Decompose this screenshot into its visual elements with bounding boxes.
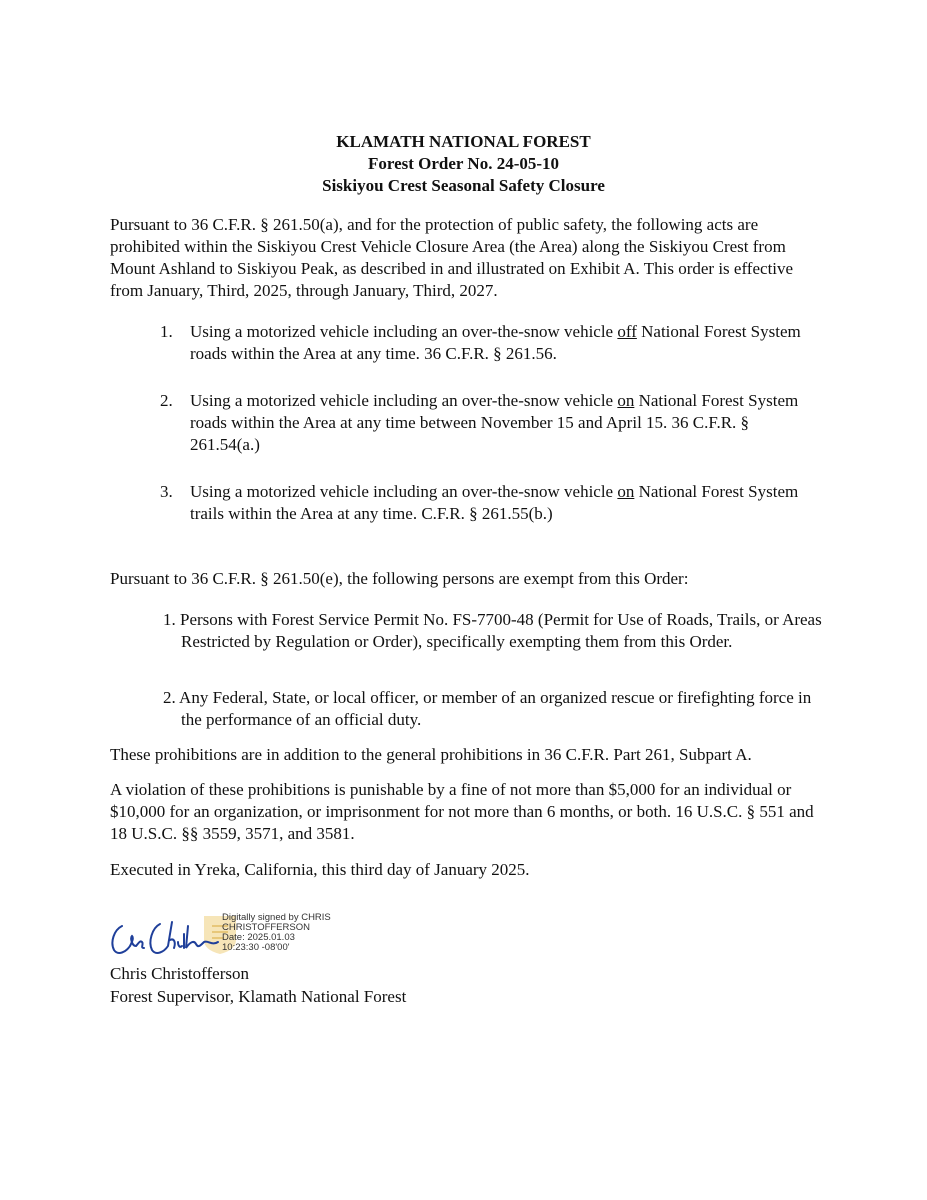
document-header bbox=[0, 131, 927, 197]
prohibition-keyword: on bbox=[617, 391, 635, 410]
prohibition-text: Using a motorized vehicle including an over-the-snow vehicle on National Forest System roads within the Area at any time between November 15 and April 15. 36 C.F.R. § 261.54(a.) bbox=[190, 391, 799, 454]
prohibition-number: 2. bbox=[160, 391, 173, 410]
digital-signature-line: Date: 2025.01.03 bbox=[222, 932, 295, 943]
digital-signature-line: CHRISTOFFERSON bbox=[222, 922, 310, 933]
executed-paragraph: Executed in Yreka, California, this third day of January 2025. bbox=[110, 860, 530, 879]
order-title: Siskiyou Crest Seasonal Safety Closure bbox=[322, 176, 605, 195]
exemption-intro: Pursuant to 36 C.F.R. § 261.50(e), the following persons are exempt from this Order: bbox=[110, 569, 689, 588]
prohibition-number: 1. bbox=[160, 322, 173, 341]
digital-signature-block bbox=[222, 913, 331, 953]
addition-paragraph: These prohibitions are in addition to the general prohibitions in 36 C.F.R. Part 261, Subpart A. bbox=[110, 745, 752, 764]
signer-title: Forest Supervisor, Klamath National Forest bbox=[110, 987, 407, 1006]
prohibition-item bbox=[160, 390, 820, 456]
prohibition-keyword: off bbox=[617, 322, 637, 341]
exemption-item: 1. Persons with Forest Service Permit No. FS-7700-48 (Permit for Use of Roads, Trails, or Areas Restricted by Regulation or Order), specifically exempting them from this Order. bbox=[163, 610, 822, 651]
agency-title: KLAMATH NATIONAL FOREST bbox=[336, 132, 591, 151]
prohibition-text: Using a motorized vehicle including an over-the-snow vehicle off National Forest System roads within the Area at any time. 36 C.F.R. § 261.56. bbox=[190, 322, 801, 363]
signer-name: Chris Christofferson bbox=[110, 964, 249, 983]
prohibition-number: 3. bbox=[160, 482, 173, 501]
prohibition-item bbox=[160, 321, 820, 365]
prohibition-item bbox=[160, 481, 820, 525]
prohibition-text: Using a motorized vehicle including an over-the-snow vehicle on National Forest System trails within the Area at any time. C.F.R. § 261.55(b.) bbox=[190, 482, 799, 523]
intro-paragraph: Pursuant to 36 C.F.R. § 261.50(a), and for the protection of public safety, the following acts are prohibited within the Siskiyou Crest Vehicle Closure Area (the Area) along the Siskiyou Crest from Mount Ashland to Siskiyou Peak, as described in and illustrated on Exhibit A. This order is effective from January, Third, 2025, through January, Third, 2027. bbox=[110, 215, 794, 300]
exemption-item: 2. Any Federal, State, or local officer, or member of an organized rescue or firefighting force in the performance of an official duty. bbox=[163, 688, 812, 729]
order-number: Forest Order No. 24-05-10 bbox=[367, 154, 560, 173]
digital-signature-line: Digitally signed by CHRIS bbox=[222, 912, 331, 923]
digital-signature-line: 10:23:30 -08'00' bbox=[222, 942, 290, 953]
prohibition-keyword: on bbox=[617, 482, 635, 501]
signature-scribble bbox=[108, 912, 228, 962]
penalty-paragraph: A violation of these prohibitions is punishable by a fine of not more than $5,000 for an individual or $10,000 for an organization, or imprisonment for not more than 6 months, or both. 16 U.S.C. § 551 and 18 U.S.C. §§ 3559, 3571, and 3581. bbox=[110, 780, 814, 843]
